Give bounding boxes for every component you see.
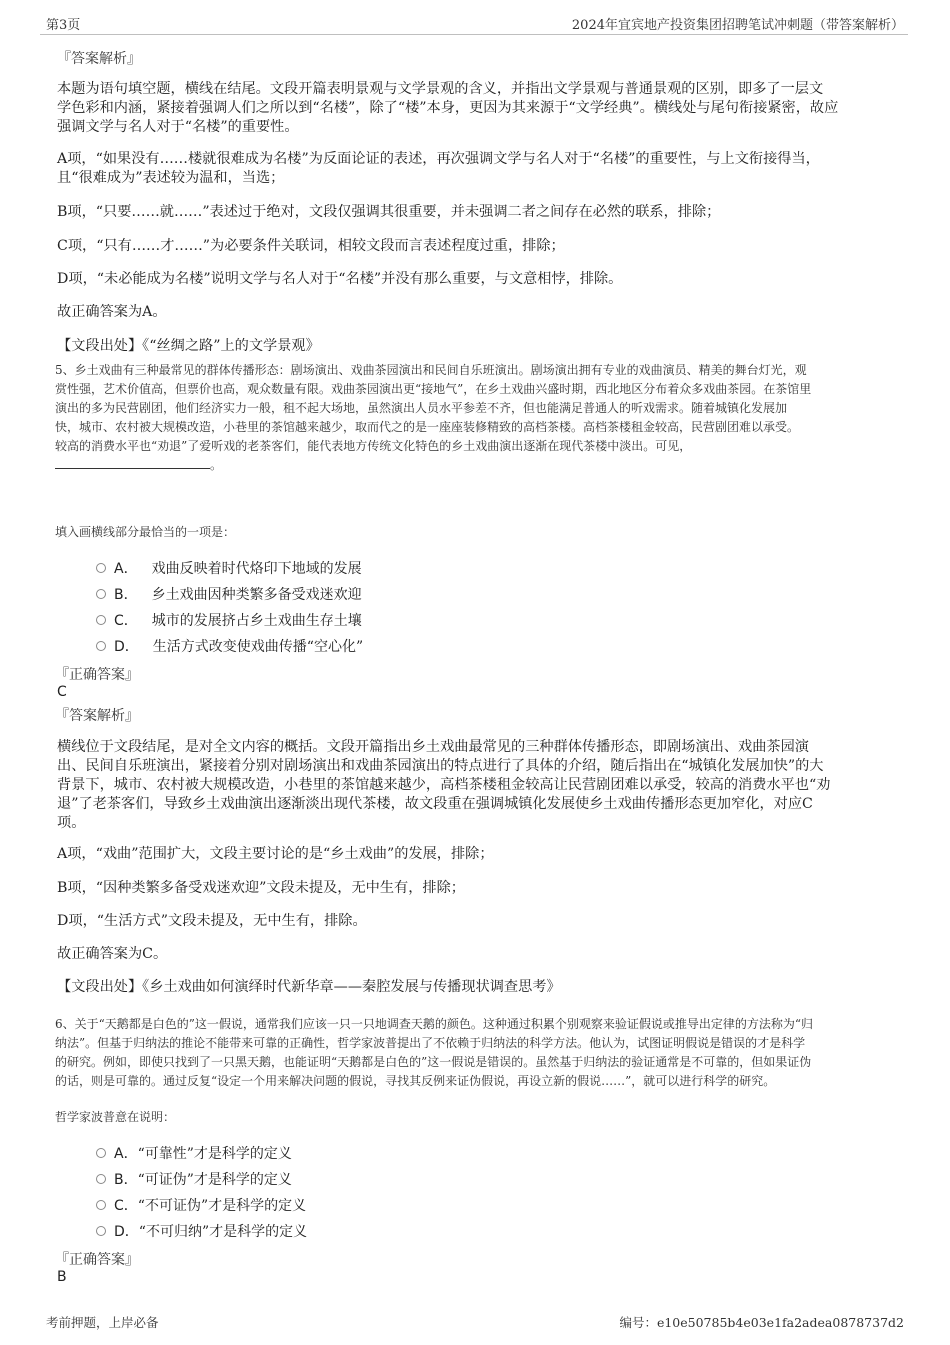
answer-blank-line bbox=[55, 458, 210, 469]
q5-analysis-line-2: 出、民间自乐班演出，紧接着分别对剧场演出和戏曲茶园演出的特点进行了具体的介绍，随后指出在“城镇化发展加快”的大 bbox=[57, 758, 824, 774]
q4-item-c: C项，“只有……才……”为必要条件关联词，相较文段而言表述程度过重，排除； bbox=[57, 238, 565, 254]
q4-analysis-label: 『答案解析』 bbox=[57, 51, 141, 67]
q5-fill-blank: 。 bbox=[55, 456, 222, 475]
page-number: 第3页 bbox=[46, 18, 81, 33]
radio-button-icon[interactable] bbox=[96, 615, 106, 625]
radio-button-icon[interactable] bbox=[96, 589, 106, 599]
q6-option-c[interactable]: C．“不可证伪”才是科学的定义 bbox=[96, 1195, 306, 1215]
q5-answer: C bbox=[57, 684, 67, 700]
q5-analysis-line-4: 退”了老茶客们，导致乡土戏曲演出逐渐淡出现代茶楼，故文段重在强调城镇化发展使乡土戏曲传播形态更加窄化，对应C bbox=[57, 796, 813, 812]
q5-analysis-line-3: 背景下，城市、农村被大规模改造，小巷里的茶馆越来越少，高档茶楼租金较高让民营剧团难以承受，较高的消费水平也“劝 bbox=[57, 777, 831, 793]
q5-stem-line-1: 5、乡土戏曲有三种最常见的群体传播形态：剧场演出、戏曲茶园演出和民间自乐班演出。剧场演出拥有专业的戏曲演员、精美的舞台灯光，观 bbox=[55, 363, 807, 377]
radio-button-icon[interactable] bbox=[96, 563, 106, 573]
q4-item-a-line-2: 且“很难成为”表述较为温和，当选； bbox=[57, 170, 285, 186]
q5-item-a: A项，“戏曲”范围扩大，文段主要讨论的是“乡土戏曲”的发展，排除； bbox=[57, 846, 494, 862]
q6-stem-line-2: 纳法”。但基于归纳法的推论不能带来可靠的正确性，哲学家波普提出了不依赖于归纳法的科学方法。他认为，试图证明假说是错误的才是科学 bbox=[55, 1036, 806, 1050]
q6-stem-line-3: 的研究。例如，即使只找到了一只黑天鹅，也能证明“天鹅都是白色的”这一假说是错误的。虽然基于归纳法的验证通常是不可靠的，但如果证伪 bbox=[55, 1055, 812, 1069]
q5-stem-line-5: 较高的消费水平也“劝退”了爱听戏的老茶客们，能代表地方传统文化特色的乡土戏曲演出逐渐在现代茶楼中淡出。可见， bbox=[55, 439, 692, 453]
radio-button-icon[interactable] bbox=[96, 1174, 106, 1184]
q5-option-a[interactable]: A． 戏曲反映着时代烙印下地域的发展 bbox=[96, 558, 362, 578]
q6-answer-label: 『正确答案』 bbox=[55, 1252, 139, 1268]
q4-analysis-line-3: 强调文学与名人对于“名楼”的重要性。 bbox=[57, 119, 299, 135]
q5-analysis-line-5: 项。 bbox=[57, 815, 86, 831]
q6-option-b[interactable]: B．“可证伪”才是科学的定义 bbox=[96, 1169, 292, 1189]
document-serial: 编号：e10e50785b4e03e1fa2adea0878737d2 bbox=[619, 1315, 904, 1330]
q5-analysis-label: 『答案解析』 bbox=[55, 708, 139, 724]
q6-answer: B bbox=[57, 1269, 67, 1285]
q6-option-d[interactable]: D．“不可归纳”才是科学的定义 bbox=[96, 1221, 307, 1241]
q5-stem-line-4: 快，城市、农村被大规模改造，小巷里的茶馆越来越少，取而代之的是一座座装修精致的高档茶楼。高档茶楼租金较高，民营剧团难以承受。 bbox=[55, 420, 800, 434]
q6-stem-line-4: 的话，则是可靠的。通过反复“设定一个用来解决问题的假说，寻找其反例来证伪假说，再设立新的假说……”，就可以进行科学的研究。 bbox=[55, 1074, 776, 1088]
q5-source: 【文段出处】《乡土戏曲如何演绎时代新华章——秦腔发展与传播现状调查思考》 bbox=[57, 979, 561, 995]
q5-stem-line-3: 演出的多为民营剧团，他们经济实力一般，租不起大场地，虽然演出人员水平参差不齐，但也能满足普通人的听戏需求。随着城镇化发展加 bbox=[55, 401, 788, 415]
radio-button-icon[interactable] bbox=[96, 641, 106, 651]
q5-answer-label: 『正确答案』 bbox=[55, 667, 139, 683]
q5-prompt: 填入画横线部分最恰当的一项是： bbox=[55, 525, 236, 539]
q5-stem-line-2: 赏性强，艺术价值高，但票价也高，观众数量有限。戏曲茶园演出更“接地气”，在乡土戏曲兴盛时期，西北地区分布着众多戏曲茶园。在茶馆里 bbox=[55, 382, 812, 396]
q4-item-a-line-1: A项，“如果没有……楼就很难成为名楼”为反面论证的表述，再次强调文学与名人对于“名楼”的重要性，与上文衔接得当， bbox=[57, 151, 820, 167]
q5-analysis-line-1: 横线位于文段结尾，是对全文内容的概括。文段开篇指出乡土戏曲最常见的三种群体传播形态，即剧场演出、戏曲茶园演 bbox=[57, 739, 809, 755]
q5-item-b: B项，“因种类繁多备受戏迷欢迎”文段未提及，无中生有，排除； bbox=[57, 880, 465, 896]
radio-button-icon[interactable] bbox=[96, 1226, 106, 1236]
q4-item-b: B项，“只要……就……”表述过于绝对，文段仅强调其很重要，并未强调二者之间存在必然的联系，排除； bbox=[57, 204, 721, 220]
footer-slogan: 考前押题，上岸必备 bbox=[46, 1315, 159, 1330]
q6-option-a[interactable]: A．“可靠性”才是科学的定义 bbox=[96, 1143, 292, 1163]
q4-analysis-line-1: 本题为语句填空题，横线在结尾。文段开篇表明景观与文学景观的含义，并指出文学景观与普通景观的区别，即多了一层文 bbox=[57, 81, 824, 97]
q5-option-b[interactable]: B． 乡土戏曲因种类繁多备受戏迷欢迎 bbox=[96, 584, 362, 604]
q6-prompt: 哲学家波普意在说明： bbox=[55, 1110, 176, 1124]
radio-button-icon[interactable] bbox=[96, 1148, 106, 1158]
q5-conclusion: 故正确答案为C。 bbox=[57, 946, 168, 962]
q4-source: 【文段出处】《“丝绸之路”上的文学景观》 bbox=[57, 338, 320, 354]
radio-button-icon[interactable] bbox=[96, 1200, 106, 1210]
q5-item-d: D项，“生活方式”文段未提及，无中生有，排除。 bbox=[57, 913, 367, 929]
q4-item-d: D项，“未必能成为名楼”说明文学与名人对于“名楼”并没有那么重要，与文意相悖，排除。 bbox=[57, 271, 623, 287]
q5-option-d[interactable]: D． 生活方式改变使戏曲传播“空心化” bbox=[96, 636, 363, 656]
q5-option-c[interactable]: C． 城市的发展挤占乡土戏曲生存土壤 bbox=[96, 610, 362, 630]
page-header bbox=[40, 14, 908, 35]
q6-stem-line-1: 6、关于“天鹅都是白色的”这一假说，通常我们应该一只一只地调查天鹅的颜色。这种通过积累个别观察来验证假说或推导出定律的方法称为“归 bbox=[55, 1017, 814, 1031]
q4-analysis-line-2: 学色彩和内涵，紧接着强调人们之所以到“名楼”，除了“楼”本身，更因为其来源于“文学经典”。横线处与尾句衔接紧密，故应 bbox=[57, 100, 839, 116]
q4-conclusion: 故正确答案为A。 bbox=[57, 304, 167, 320]
document-title: 2024年宜宾地产投资集团招聘笔试冲刺题（带答案解析） bbox=[571, 18, 904, 33]
